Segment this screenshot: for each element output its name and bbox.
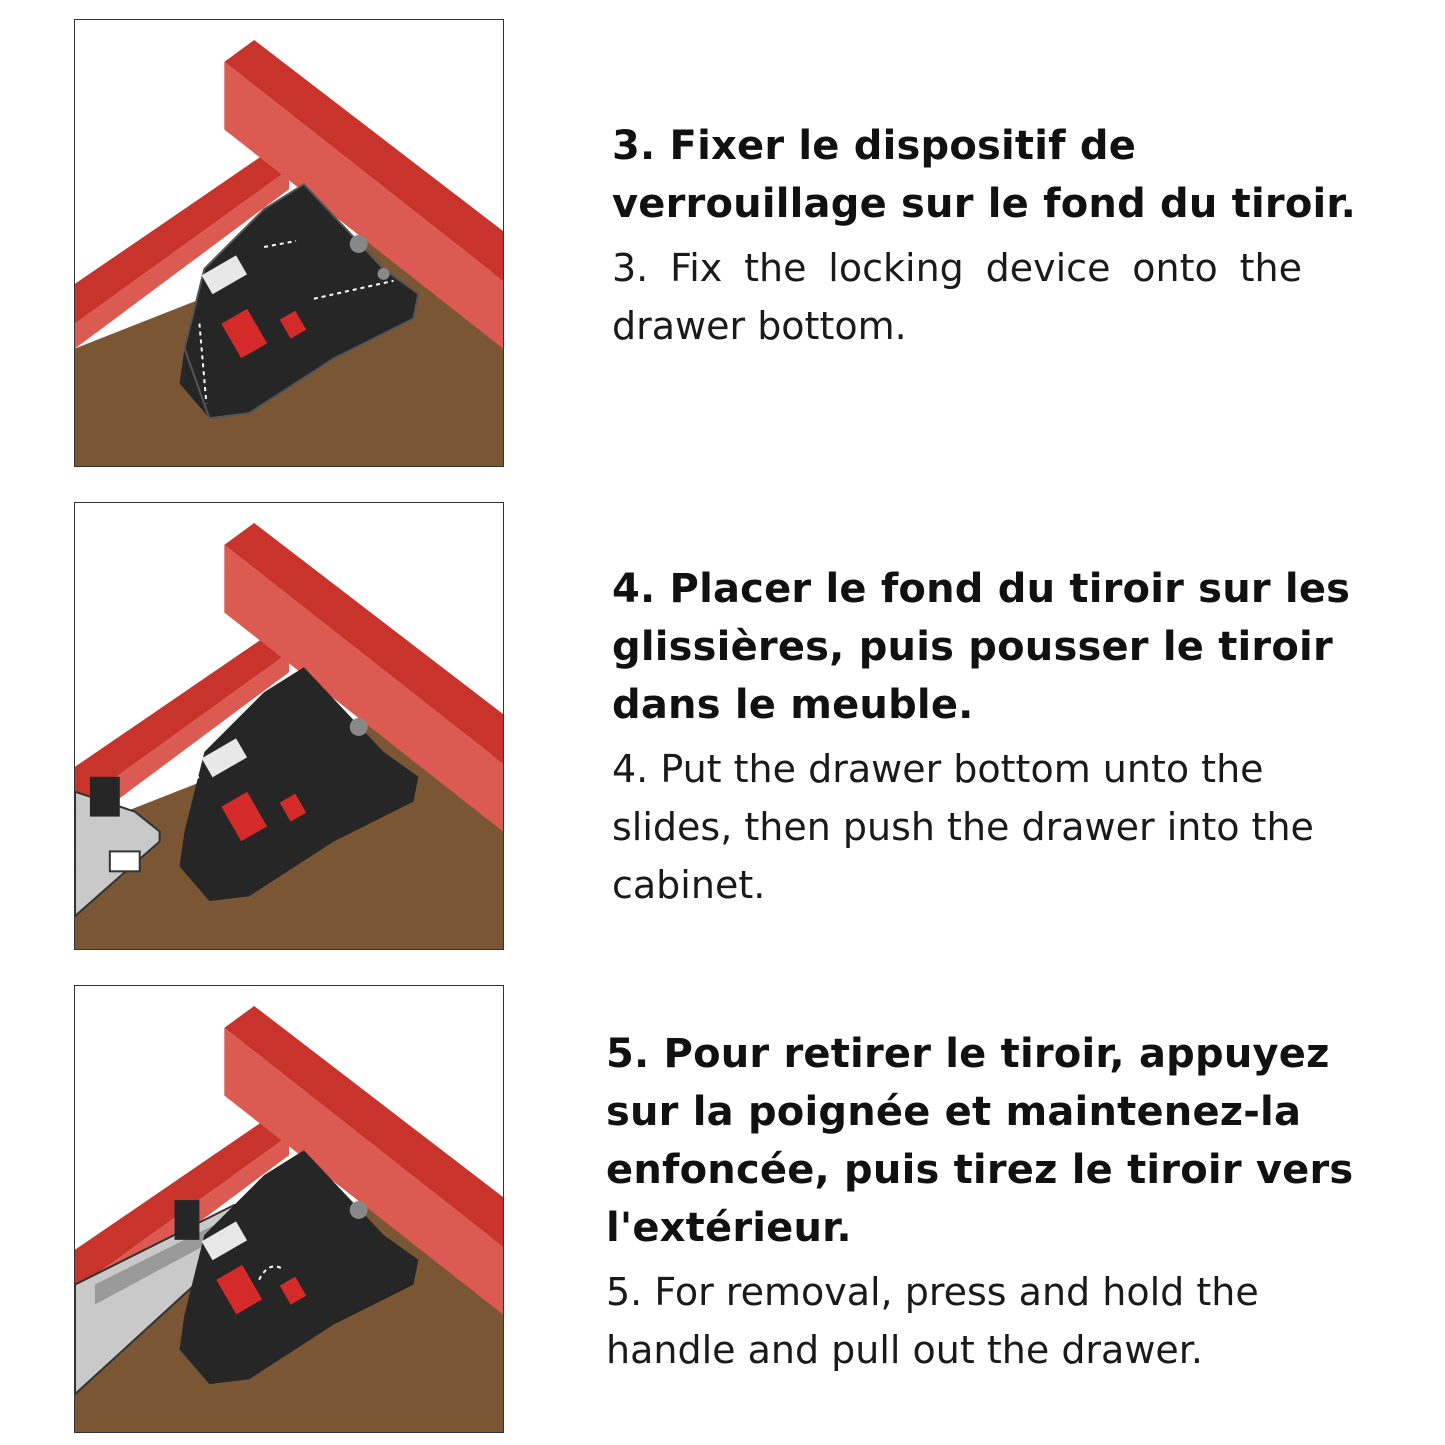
- step-3-illustration: [74, 19, 504, 467]
- step-4-text-en: 4. Put the drawer bottom unto the slides, then push the drawer into the cabinet.: [612, 747, 1314, 907]
- step-5-text: [606, 1025, 1386, 1379]
- step-3-title-fr: 3. Fixer le dispositif de verrouillage sur le fond du tiroir.: [612, 123, 1357, 227]
- step-4-text: [612, 560, 1392, 914]
- step-5-title-fr: 5. Pour retirer le tiroir, appuyez sur la poignée et maintenez-la enfoncée, puis tirez le tiroir vers l'extérieur.: [606, 1031, 1354, 1251]
- locking-device-illustration: [75, 20, 503, 466]
- step-4-illustration: [74, 502, 504, 950]
- step-3-text: [612, 117, 1392, 355]
- step-5-illustration: [74, 985, 504, 1433]
- drawer-removal-illustration: [75, 986, 503, 1432]
- step-5-text-en: 5. For removal, press and hold the handle and pull out the drawer.: [606, 1270, 1259, 1372]
- step-4-title-fr: 4. Placer le fond du tiroir sur les glissières, puis pousser le tiroir dans le meuble.: [612, 566, 1351, 728]
- drawer-slide-illustration: [75, 503, 503, 949]
- step-3-section: [0, 19, 1445, 469]
- step-3-text-en: 3. Fix the locking device onto the drawer bottom.: [612, 246, 1302, 348]
- step-5-section: [0, 985, 1445, 1435]
- step-4-section: [0, 502, 1445, 952]
